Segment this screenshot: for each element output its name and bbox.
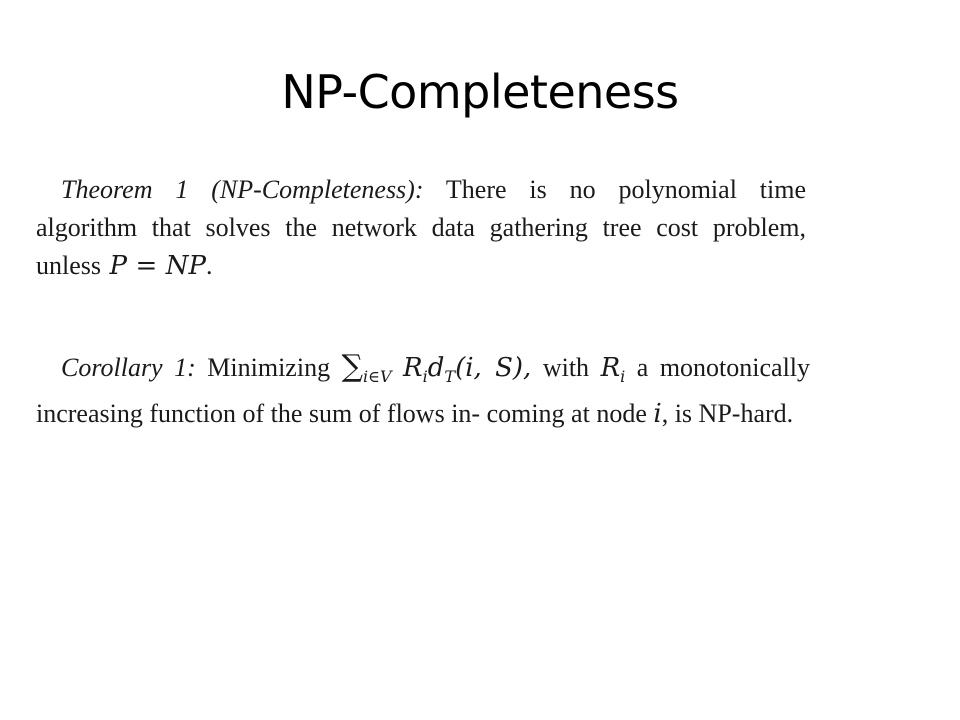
math-np: NP <box>165 251 207 281</box>
math-node-i: i <box>653 399 662 429</box>
math-ri: R <box>600 353 621 383</box>
math-equals: = <box>135 251 158 281</box>
corollary-label: Corollary 1: <box>61 353 196 382</box>
math-d: d <box>427 353 445 383</box>
math-d-sub: T <box>444 367 456 386</box>
sum-expression <box>341 349 532 386</box>
theorem-label: Theorem 1 (NP-Completeness): <box>61 175 424 204</box>
theorem-period: . <box>206 251 213 280</box>
sum-symbol: ∑ <box>341 349 364 384</box>
corollary-block <box>36 348 810 433</box>
math-ri-sub: i <box>620 367 626 386</box>
corollary-text-mid: a monotonically increasing function of the sum of flows in- coming at node <box>36 353 811 428</box>
corollary-text-start: Minimizing <box>207 353 331 382</box>
slide-title: NP-Completeness <box>281 65 679 119</box>
theorem-block <box>36 171 806 285</box>
theorem-text: There is no polynomial time algorithm that solves the network data gathering tree cost problem, unless <box>36 175 807 280</box>
math-r: R <box>403 353 423 383</box>
sum-index: i∈V <box>363 367 392 386</box>
math-p: P <box>109 251 127 281</box>
corollary-text-end: , is NP-hard. <box>661 399 794 428</box>
math-args: (i, S), <box>455 353 532 383</box>
math-r-sub: i <box>422 367 428 386</box>
corollary-with: with <box>542 353 590 382</box>
